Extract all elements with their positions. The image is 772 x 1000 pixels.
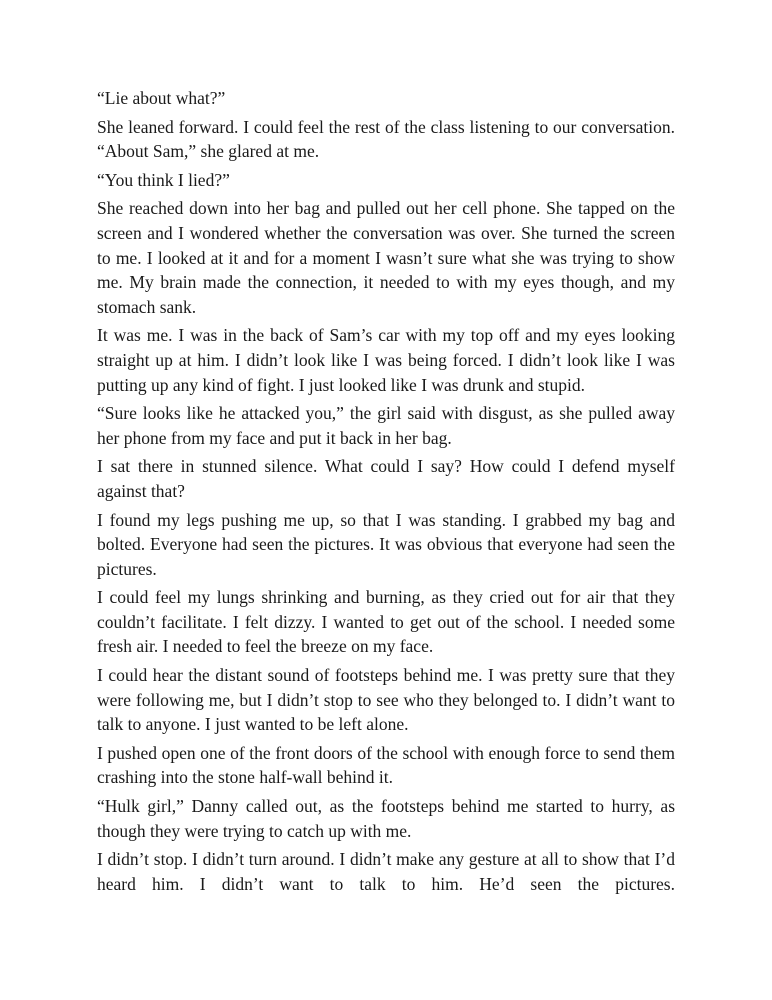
paragraph-2: She leaned forward. I could feel the rest of the class listening to our conversation. “About Sam,” she glared at me.	[97, 116, 675, 162]
book-page-body	[97, 86, 675, 900]
paragraph-6: “Sure looks like he attacked you,” the girl said with disgust, as she pulled away her phone from my face and put it back in her bag.	[97, 403, 675, 448]
paragraph-12: “Hulk girl,” Danny called out, as the footsteps behind me started to hurry, as though they were trying to catch up with me.	[97, 796, 675, 841]
paragraph-5: It was me. I was in the back of Sam’s car with my top off and my eyes looking straight up at him. I didn’t look like I was being forced. I didn’t look like I was putting up any kind of fight. I just looked like I was drunk and stupid.	[97, 325, 675, 395]
paragraph-13: I didn’t stop. I didn’t turn around. I didn’t make any gesture at all to show that I’d heard him. I didn’t want to talk to him. He’d seen the pictures.	[97, 849, 675, 894]
paragraph-3: “You think I lied?”	[97, 169, 230, 190]
paragraph-8: I found my legs pushing me up, so that I was standing. I grabbed my bag and bolted. Everyone had seen the pictures. It was obvious that everyone had seen the pictures.	[97, 509, 675, 579]
paragraph-10: I could hear the distant sound of footsteps behind me. I was pretty sure that they were following me, but I didn’t stop to see who they belonged to. I didn’t want to talk to anyone. I just wanted to be left alone.	[97, 665, 675, 735]
paragraph-7: I sat there in stunned silence. What could I say? How could I defend myself against that?	[97, 456, 675, 501]
paragraph-11: I pushed open one of the front doors of the school with enough force to send them crashing into the stone half-wall behind it.	[97, 742, 675, 788]
paragraph-4: She reached down into her bag and pulled out her cell phone. She tapped on the screen and I wondered whether the conversation was over. She turned the screen to me. I looked at it and for a moment I wasn’t sure what she was trying to show me. My brain made the connection, it needed to with my eyes though, and my stomach sank.	[97, 198, 675, 317]
paragraph-9: I could feel my lungs shrinking and burning, as they cried out for air that they couldn’t facilitate. I felt dizzy. I wanted to get out of the school. I needed some fresh air. I needed to feel the breeze on my face.	[97, 587, 675, 657]
paragraph-1: “Lie about what?”	[97, 88, 226, 108]
